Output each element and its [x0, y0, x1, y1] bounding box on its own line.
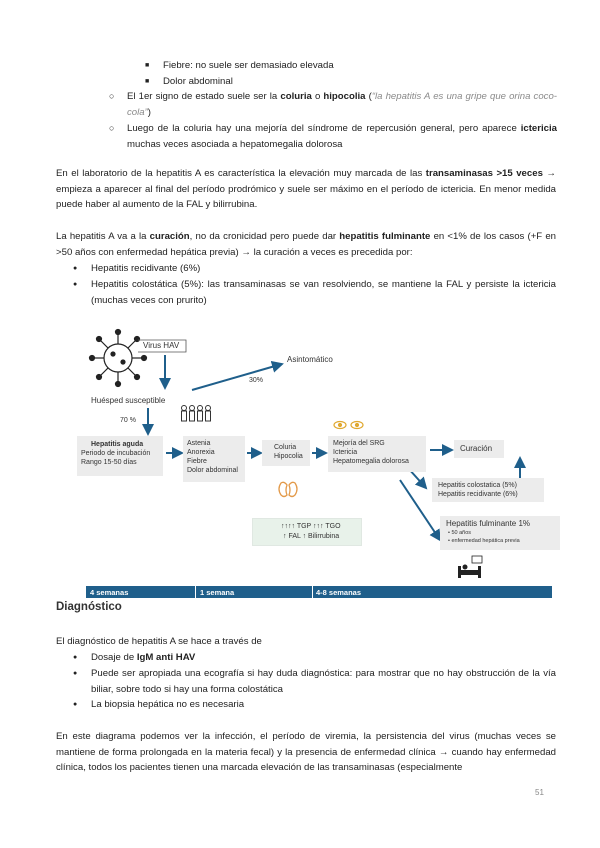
- label-70pct: 70 %: [120, 417, 136, 424]
- hepatitis-aguda-title: Hepatitis aguda: [91, 441, 144, 448]
- label-huesped-susceptible: Huésped susceptible: [91, 396, 166, 405]
- text: ): [147, 106, 151, 118]
- label-hepatomegalia: Hepatomegalia dolorosa: [333, 458, 409, 465]
- hepatitis-aguda-rango: Rango 15-50 días: [81, 459, 137, 466]
- label-asintomatico: Asintomático: [287, 355, 333, 364]
- text: En el laboratorio de la hepatitis A es característica la elevación muy marcada de las: [56, 168, 426, 179]
- label-30pct: 30%: [249, 377, 264, 384]
- page-number: 51: [535, 788, 544, 797]
- label-lab-fal: ↑ FAL ↑ Bilirrubina: [283, 533, 340, 540]
- text: Luego de la coluria hay una mejoría del síndrome de repercusión general, pero aparece: [127, 123, 521, 134]
- sintoma-anorexia: Anorexia: [187, 449, 215, 456]
- bullet-igm: [91, 650, 195, 666]
- diagnostico-intro: El diagnóstico de hepatitis A se hace a través de: [56, 636, 262, 647]
- bullet-dolor-abdominal: ■ Dolor abdominal: [163, 74, 233, 90]
- label-mejoria-srg: Mejoría del SRG: [333, 440, 385, 447]
- text-bold: hipocolia: [323, 91, 366, 102]
- text-bold: hepatitis fulminante: [339, 231, 431, 242]
- label-coluria: Coluria: [274, 444, 297, 451]
- label-curacion: Curación: [460, 444, 493, 453]
- label-lab-transaminasas: ↑↑↑↑ TGP ↑↑↑ TGO: [281, 523, 341, 530]
- virus-icon: [90, 330, 147, 387]
- text: El 1er signo de estado suele ser la: [127, 91, 281, 102]
- people-icon: [182, 406, 211, 422]
- hepatitis-aguda-incubacion: Periodo de incubación: [81, 450, 151, 457]
- text: La hepatitis A va a la: [56, 231, 150, 242]
- eye-icon: [334, 422, 363, 429]
- text-bold: transaminasas >15 veces: [425, 168, 543, 179]
- fulminante-bullet-enfermedad: • enfermedad hepática previa: [448, 538, 520, 544]
- text: Dosaje de: [91, 652, 137, 663]
- text-bold: curación: [149, 231, 190, 242]
- label-recidivante: Hepatitis recidivante (6%): [438, 491, 518, 498]
- timeline-divider: [312, 586, 313, 598]
- text: 50 años: [451, 530, 472, 536]
- sintoma-dolor-abdominal: Dolor abdominal: [187, 467, 238, 474]
- text: o: [311, 91, 324, 102]
- timeline-bar: [86, 586, 552, 598]
- timeline-divider: [195, 586, 196, 598]
- text: , no da cronicidad pero puede dar: [189, 231, 340, 242]
- text: → empieza a aparecer al final del período prodrómico y suele ser máximo en el período de ictericia. En menor medida puede haber al aumento de la FAL y bilirrubina.: [56, 168, 556, 210]
- label-hipocolia: Hipocolia: [274, 453, 303, 460]
- label-virus-hav: Virus HAV: [143, 341, 180, 350]
- bullet-biopsia: ● La biopsia hepática no es necesaria: [91, 697, 244, 713]
- heading-diagnostico: Diagnóstico: [56, 601, 122, 613]
- bullet-recidivante: ● Hepatitis recidivante (6%): [91, 261, 200, 277]
- text: muchas veces asociada a hepatomegalia dolorosa: [127, 138, 343, 150]
- quote: “la hepatitis A es una gripe que orina coco-cola”: [127, 91, 557, 118]
- label-fulminante: Hepatitis fulminante 1%: [446, 519, 531, 528]
- label-colostatica: Hepatitis colostatica (5%): [438, 482, 517, 489]
- paragraph-diagrama: En este diagrama podemos ver la infección, el período de viremia, la persistencia del virus (muchas veces se mantiene de forma prolongada en la materia fecal) y la presencia de enfermedad clínica → cuando hay enfermedad clínica, todos los pacientes tienen una marcada elevación de las transaminasas (especialmente: [56, 731, 556, 773]
- timeline-1-semana: 1 semana: [200, 588, 235, 597]
- hospital-bed-icon: [458, 556, 482, 578]
- timeline-4-8-semanas: 4-8 semanas: [316, 588, 362, 597]
- text: enfermedad hepática previa: [451, 538, 520, 544]
- text: en <1% de los casos (+F en >50 años con enfermedad hepática previa) → la curación a veces es precedida por:: [56, 231, 557, 258]
- text-bold: ictericia: [520, 123, 557, 134]
- sintoma-astenia: Astenia: [187, 440, 211, 447]
- label-ictericia: Ictericia: [333, 449, 358, 456]
- bullet-ecografia: ● Puede ser apropiada una ecografía si hay duda diagnóstica: para mostrar que no hay obstrucción de la vía biliar, sobre todo si hay una forma colostática: [91, 666, 556, 697]
- sintoma-fiebre: Fiebre: [187, 458, 207, 465]
- fulminante-bullet-edad: • 50 años: [448, 530, 472, 536]
- bullet-colostatica: ● Hepatitis colostática (5%): las transaminasas se van resolviendo, se mantiene la FAL y persiste la ictericia (muchas veces con prurito): [91, 277, 556, 308]
- liver-icon: [279, 482, 297, 496]
- text: (: [365, 91, 372, 102]
- text-bold: IgM anti HAV: [136, 652, 196, 663]
- text-bold: coluria: [280, 91, 312, 102]
- timeline-4-semanas: 4 semanas: [90, 588, 129, 597]
- bullet-fiebre: ■ Fiebre: no suele ser demasiado elevada: [163, 58, 334, 74]
